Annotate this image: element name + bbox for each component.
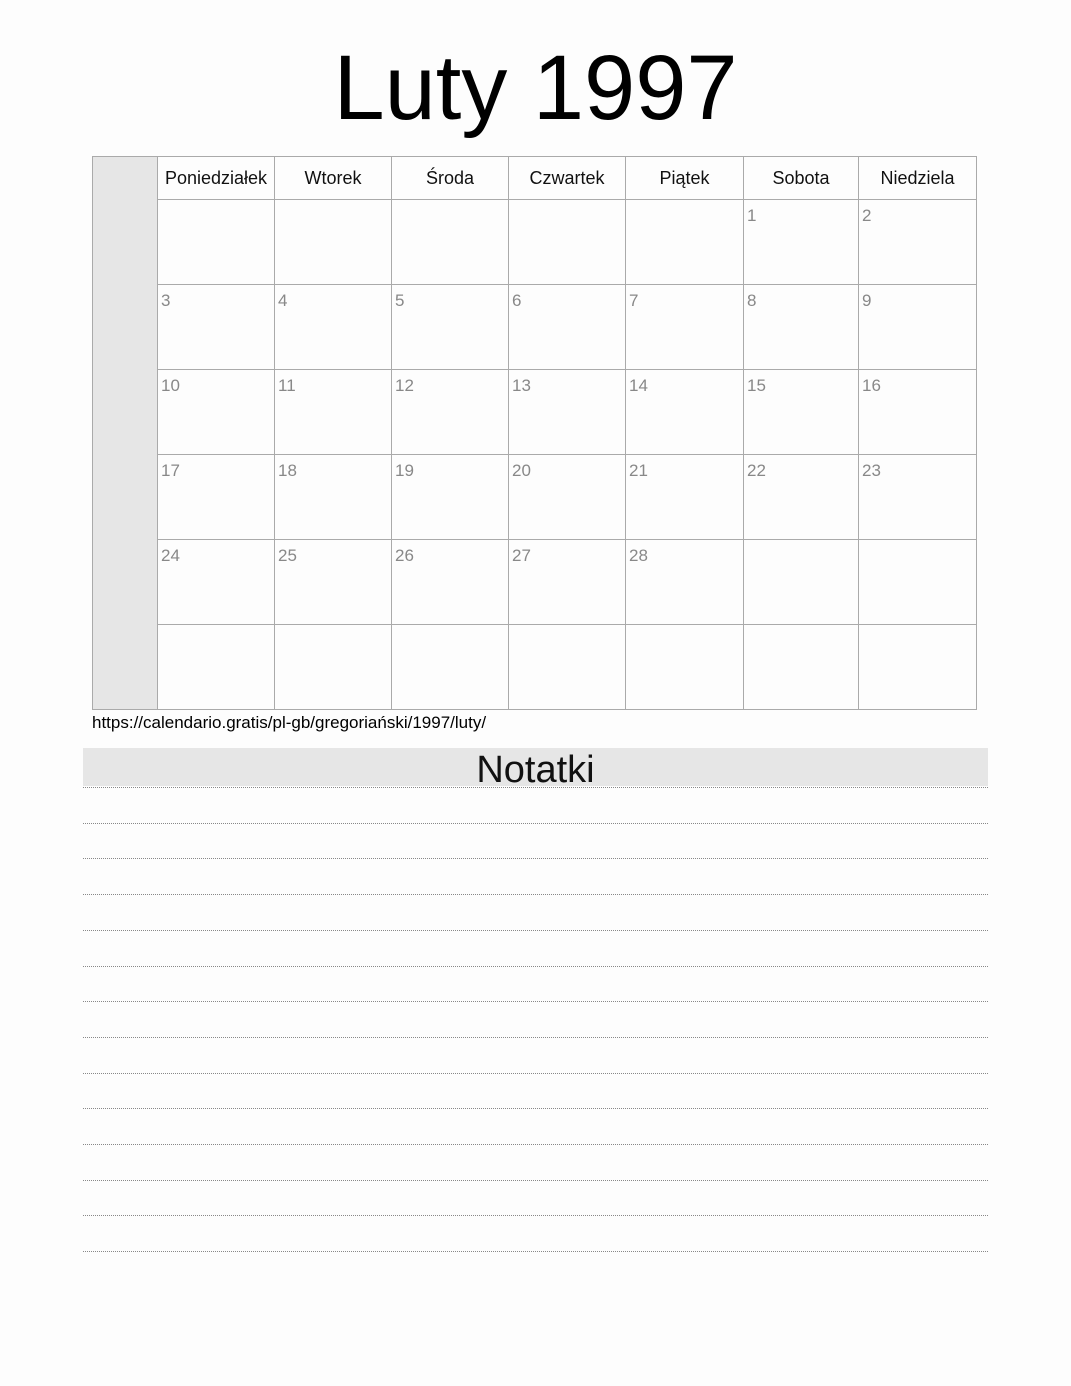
notes-header: Notatki xyxy=(83,748,988,786)
note-line[interactable] xyxy=(83,1108,988,1109)
day-cell[interactable] xyxy=(275,370,392,455)
note-line[interactable] xyxy=(83,1037,988,1038)
day-cell[interactable] xyxy=(392,540,509,625)
week-number-column xyxy=(93,157,158,709)
day-cell[interactable] xyxy=(744,625,859,710)
day-cell[interactable] xyxy=(509,455,626,540)
day-number: 18 xyxy=(278,461,297,480)
day-number: 25 xyxy=(278,546,297,565)
page-title: Luty 1997 xyxy=(333,37,738,139)
calendar-week-row xyxy=(158,285,976,370)
calendar-week-row xyxy=(158,540,976,625)
day-cell[interactable] xyxy=(744,285,859,370)
calendar-days-grid xyxy=(158,157,976,709)
day-number: 9 xyxy=(862,291,872,310)
day-cell[interactable] xyxy=(509,540,626,625)
weekday-header-wednesday: Środa xyxy=(392,157,509,200)
month-calendar-grid xyxy=(92,156,977,710)
calendar-week-row xyxy=(158,455,976,540)
day-cell[interactable] xyxy=(275,285,392,370)
day-number: 19 xyxy=(395,461,414,480)
day-cell[interactable] xyxy=(275,625,392,710)
source-url: https://calendario.gratis/pl-gb/gregoriański/1997/luty/ xyxy=(92,713,487,732)
day-number: 16 xyxy=(862,376,881,395)
note-line[interactable] xyxy=(83,966,988,967)
day-cell[interactable] xyxy=(158,370,275,455)
day-cell[interactable] xyxy=(626,200,744,285)
day-cell[interactable] xyxy=(626,540,744,625)
day-number: 24 xyxy=(161,546,180,565)
day-cell[interactable] xyxy=(859,285,976,370)
day-cell[interactable] xyxy=(158,285,275,370)
day-number: 10 xyxy=(161,376,180,395)
day-cell[interactable] xyxy=(392,455,509,540)
day-cell[interactable] xyxy=(275,455,392,540)
day-number: 21 xyxy=(629,461,648,480)
day-cell[interactable] xyxy=(509,625,626,710)
day-number: 14 xyxy=(629,376,648,395)
day-cell[interactable] xyxy=(158,200,275,285)
day-cell[interactable] xyxy=(859,370,976,455)
calendar-week-row xyxy=(158,200,976,285)
day-number: 6 xyxy=(512,291,522,310)
day-number: 20 xyxy=(512,461,531,480)
calendar-week-row xyxy=(158,625,976,710)
day-cell[interactable] xyxy=(392,200,509,285)
note-line[interactable] xyxy=(83,1215,988,1216)
day-number: 28 xyxy=(629,546,648,565)
day-cell[interactable] xyxy=(744,200,859,285)
calendar-week-row xyxy=(158,370,976,455)
day-cell[interactable] xyxy=(859,625,976,710)
day-number: 12 xyxy=(395,376,414,395)
weekday-header-tuesday: Wtorek xyxy=(275,157,392,200)
day-number: 3 xyxy=(161,291,171,310)
day-cell[interactable] xyxy=(158,540,275,625)
day-cell[interactable] xyxy=(626,455,744,540)
day-cell[interactable] xyxy=(158,455,275,540)
weekday-header-thursday: Czwartek xyxy=(509,157,626,200)
weekday-header-friday: Piątek xyxy=(626,157,744,200)
day-number: 11 xyxy=(278,376,296,395)
note-line[interactable] xyxy=(83,1251,988,1252)
day-number: 17 xyxy=(161,461,180,480)
day-cell[interactable] xyxy=(859,455,976,540)
note-line[interactable] xyxy=(83,1073,988,1074)
day-number: 1 xyxy=(747,206,757,225)
day-cell[interactable] xyxy=(744,540,859,625)
note-line[interactable] xyxy=(83,823,988,824)
day-number: 26 xyxy=(395,546,414,565)
weekday-header-row xyxy=(158,157,976,200)
day-cell[interactable] xyxy=(509,285,626,370)
day-number: 5 xyxy=(395,291,405,310)
day-cell[interactable] xyxy=(744,455,859,540)
day-cell[interactable] xyxy=(158,625,275,710)
note-line[interactable] xyxy=(83,930,988,931)
day-number: 7 xyxy=(629,291,639,310)
note-line[interactable] xyxy=(83,858,988,859)
day-number: 23 xyxy=(862,461,881,480)
day-number: 15 xyxy=(747,376,766,395)
day-cell[interactable] xyxy=(509,370,626,455)
note-line[interactable] xyxy=(83,1001,988,1002)
day-number: 27 xyxy=(512,546,531,565)
day-number: 4 xyxy=(278,291,288,310)
day-cell[interactable] xyxy=(626,370,744,455)
weekday-header-sunday: Niedziela xyxy=(859,157,976,200)
note-line[interactable] xyxy=(83,787,988,788)
day-cell[interactable] xyxy=(744,370,859,455)
day-cell[interactable] xyxy=(392,625,509,710)
day-number: 8 xyxy=(747,291,757,310)
day-cell[interactable] xyxy=(275,540,392,625)
note-line[interactable] xyxy=(83,1180,988,1181)
day-cell[interactable] xyxy=(626,285,744,370)
day-cell[interactable] xyxy=(275,200,392,285)
day-cell[interactable] xyxy=(859,200,976,285)
note-line[interactable] xyxy=(83,894,988,895)
day-cell[interactable] xyxy=(392,285,509,370)
day-cell[interactable] xyxy=(626,625,744,710)
day-number: 2 xyxy=(862,206,872,225)
day-cell[interactable] xyxy=(859,540,976,625)
note-line[interactable] xyxy=(83,1144,988,1145)
weekday-header-monday: Poniedziałek xyxy=(158,157,275,200)
weekday-header-saturday: Sobota xyxy=(744,157,859,200)
day-cell[interactable] xyxy=(392,370,509,455)
day-cell[interactable] xyxy=(509,200,626,285)
day-number: 22 xyxy=(747,461,766,480)
day-number: 13 xyxy=(512,376,531,395)
